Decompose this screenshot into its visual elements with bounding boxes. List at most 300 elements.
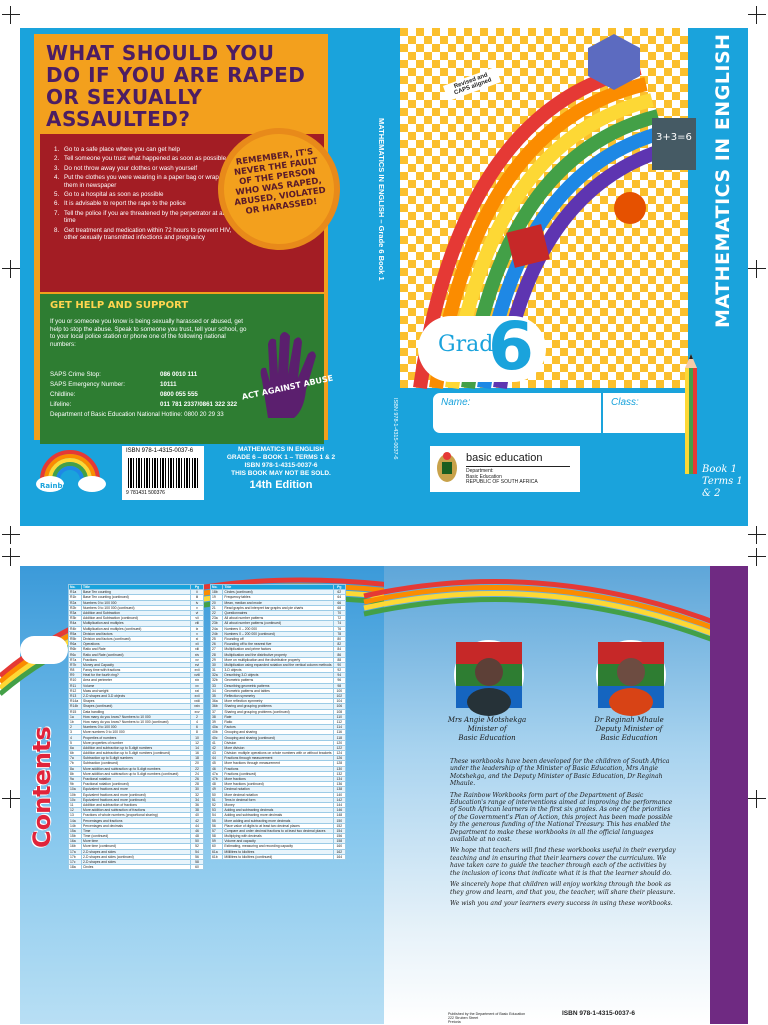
contents-cell: 32b <box>211 678 223 683</box>
contents-header-cell: Pg <box>191 585 204 590</box>
crop-mark <box>2 6 20 24</box>
contents-cell: Area and perimeter <box>82 678 191 683</box>
step-item: 4. Put the clothes you were wearing in a paper bag or wrap them in newspaper <box>54 174 219 189</box>
contents-header-cell: Pg <box>333 585 345 590</box>
contents-cell: xv <box>191 657 204 662</box>
contents-cell: 2 <box>69 725 82 730</box>
contents-cell: 32a <box>211 673 223 678</box>
department-logo <box>430 446 580 492</box>
contents-cell: 36b <box>211 704 223 709</box>
grade-label: Grade <box>438 332 507 357</box>
contents-cell: 144 <box>333 802 345 807</box>
help-support-box <box>40 294 334 444</box>
contents-table-left <box>68 584 204 870</box>
contents-cell: Numbers 0 to 100 000 (continued) <box>82 605 191 610</box>
contents-cell: R14a <box>69 699 82 704</box>
foreword-paragraph: We hope that teachers will find these workbooks useful in their everyday teaching and in ensuring that their learners cover the curriculum. We have taken care to guide the teacher through each of the activities by the inclusion of icons that indicate what it is that the learner should do. <box>450 847 676 877</box>
contents-cell: R1b <box>69 595 82 600</box>
contents-cell: All about number patterns <box>223 616 333 621</box>
contents-cell: xiii <box>191 647 204 652</box>
contents-cell: 4 <box>191 719 204 724</box>
contents-cell: Heat for the fourth ring? <box>82 673 191 678</box>
contents-cell: 17c <box>69 859 82 864</box>
contents-cell: 39 <box>211 719 223 724</box>
publisher-info: Published by the Department of Basic Education 222 Struben Street Pretoria <box>448 1012 526 1025</box>
contents-cell: 43 <box>211 751 223 756</box>
contents-cell: 18b <box>211 590 223 595</box>
contents-cell: 6a <box>69 745 82 750</box>
rainbow-arc <box>384 566 748 646</box>
inside-spread <box>20 566 748 1024</box>
contents-cell: 40a <box>211 725 223 730</box>
contents-cell: 112 <box>333 719 345 724</box>
contents-header-cell: Title <box>223 585 333 590</box>
contents-cell: 28 <box>191 782 204 787</box>
contents-cell: 12 <box>191 740 204 745</box>
contents-cell: Tens in decimal form <box>223 797 333 802</box>
contents-cell: 24 <box>191 771 204 776</box>
contents-cell: 54 <box>191 849 204 854</box>
contents-cell: 58 <box>191 859 204 864</box>
contents-cell: xii <box>191 642 204 647</box>
contents-cell: xvi <box>191 662 204 667</box>
contents-cell: R10 <box>69 678 82 683</box>
foreword-isbn: ISBN 978-1-4315-0037-6 <box>562 1010 635 1017</box>
contents-cell: 26 <box>191 776 204 781</box>
crop-mark <box>748 260 766 278</box>
contents-cell: Multiplication and multiples (continued) <box>82 626 191 631</box>
contents-cell: Operations <box>82 642 191 647</box>
contents-header-cell: No. <box>69 585 82 590</box>
cover-spread <box>20 28 748 526</box>
contents-cell: 132 <box>333 771 345 776</box>
spine-title: MATHEMATICS IN ENGLISH – Grade 6 Book 1 <box>377 118 386 281</box>
crop-mark <box>748 548 766 566</box>
contents-cell: How many do you know? Numbers to 10 000 (continued) <box>82 719 191 724</box>
contents-cell: 30 <box>211 662 223 667</box>
contents-cell: 8 <box>191 730 204 735</box>
contents-cell: 150 <box>333 818 345 823</box>
contents-cell: 2 <box>191 714 204 719</box>
contents-cell: xviii <box>191 673 204 678</box>
contents-cell: 55 <box>211 818 223 823</box>
contents-cell: More adding and subtracting more decimals <box>223 818 333 823</box>
contents-cell: xi <box>191 636 204 641</box>
contents-cell: R3b <box>69 616 82 621</box>
contents-cell: Questionnaires <box>223 610 333 615</box>
contents-cell: 17a <box>69 849 82 854</box>
rainbow-logo <box>36 446 106 496</box>
contents-cell: Fractions <box>82 657 191 662</box>
contents-cell: Ratio and Rate (continued) <box>82 652 191 657</box>
contents-header-cell: No. <box>211 585 223 590</box>
contents-cell: More division <box>223 745 333 750</box>
contents-cell: 56 <box>211 823 223 828</box>
contents-cell: R6a <box>69 642 82 647</box>
help-heading: GET HELP AND SUPPORT <box>50 300 189 311</box>
contents-cell: R11 <box>69 683 82 688</box>
contents-cell: 49 <box>211 787 223 792</box>
contents-cell: Multiplication and prime factors <box>223 647 333 652</box>
contents-cell: R5b <box>69 636 82 641</box>
step-item: 2. Tell someone you trust what happened as soon as possible <box>54 155 227 163</box>
contents-cell: Millilitres to kilolitres (continued) <box>223 854 333 859</box>
contents-cell: xxii <box>191 693 204 698</box>
contents-cell: 20 <box>191 761 204 766</box>
contents-cell: 2-D shapes and sides (continued) <box>82 854 191 859</box>
contents-cell: 86 <box>333 652 345 657</box>
contents-cell: Money and Capacity <box>82 662 191 667</box>
cover-title: MATHEMATICS IN ENGLISH <box>712 33 734 328</box>
contents-cell: 44 <box>211 756 223 761</box>
contents-cell: 23a <box>211 616 223 621</box>
contents-cell: 46 <box>211 766 223 771</box>
contents-cell: More reflection symmetry <box>223 699 333 704</box>
coat-of-arms-icon <box>434 450 460 484</box>
contents-cell: 102 <box>333 693 345 698</box>
purple-stripe <box>710 566 748 1024</box>
contents-cell: Addition and subtraction up to 5-digit numbers (continued) <box>82 751 191 756</box>
contents-cell: xxv <box>191 709 204 714</box>
contents-cell: Equivalent fractions and more (continued) <box>82 792 191 797</box>
contents-cell: R7b <box>69 662 82 667</box>
contents-cell: R12 <box>69 688 82 693</box>
contents-cell: 7b <box>69 761 82 766</box>
contents-cell: Addition and Subtraction (continued) <box>82 616 191 621</box>
contents-cell: 108 <box>333 709 345 714</box>
contents-cell: 120 <box>333 740 345 745</box>
contents-cell: 14a <box>69 818 82 823</box>
contents-cell: 52 <box>211 802 223 807</box>
dept-subtitle: Department: Basic Education REPUBLIC OF SOUTH AFRICA <box>466 468 538 486</box>
minister-caption: Mrs Angie Motshekga Minister of Basic Education <box>447 716 527 742</box>
contents-cell: 122 <box>333 745 345 750</box>
contents-cell: Mean, median and mode <box>223 600 333 605</box>
contents-cell: 57 <box>211 828 223 833</box>
contents-cell: 90 <box>333 662 345 667</box>
contents-cell: How many do you know? Numbers to 10 000 <box>82 714 191 719</box>
contents-cell: Grouping and sharing (continued) <box>223 735 333 740</box>
contents-cell: Division <box>223 740 333 745</box>
contents-cell: 27 <box>211 647 223 652</box>
contents-cell: 104 <box>333 699 345 704</box>
contents-cell: Percentages and fractions <box>82 818 191 823</box>
contents-cell: More addition and subtraction of fractions <box>82 808 191 813</box>
contents-page <box>20 566 384 1024</box>
remember-badge-text: REMEMBER, IT'S NEVER THE FAULT OF THE PERSON WHO WAS RAPED, ABUSED, VIOLATED OR HARASSED! <box>233 146 327 217</box>
contents-cell: 25 <box>211 636 223 641</box>
contents-cell: Subtraction (continued) <box>82 761 191 766</box>
contents-table-right <box>210 584 346 860</box>
contents-cell: 15b <box>69 834 82 839</box>
contents-cell: Subtraction up to 5-digit numbers <box>82 756 191 761</box>
contents-row <box>211 828 346 833</box>
contents-cell: 62 <box>333 590 345 595</box>
contents-cell: xvii <box>191 668 204 673</box>
deputy-minister-caption: Dr Reginah Mhaule Deputy Minister of Basic Education <box>594 716 664 742</box>
contents-cell: Describing geometric patterns <box>223 683 333 688</box>
contents-cell: 23b <box>211 621 223 626</box>
contents-cell: R14b <box>69 704 82 709</box>
contents-row <box>69 865 204 870</box>
contents-cell: xix <box>191 678 204 683</box>
contents-cell: 92 <box>333 668 345 673</box>
foreword-paragraph: The Rainbow Workbooks form part of the Department of Basic Education's range of interventions aimed at improving the performance of South African learners in the first six grades. As one of the priorities of the Government's Plan of Action, this project has been made possible by the generous funding of the National Treasury. This has enabled the Department to make these workbooks in all the official languages available at no cost. <box>450 791 673 844</box>
contents-cell: 106 <box>333 704 345 709</box>
contents-cell: 56 <box>191 854 204 859</box>
contents-cell: Multiplying with decimals <box>223 834 333 839</box>
contact-row: SAPS Crime Stop: 086 0010 111 <box>50 371 198 378</box>
contents-cell: 30 <box>191 787 204 792</box>
contents-cell: R3a <box>69 610 82 615</box>
contents-cell: vii <box>191 616 204 621</box>
contents-cell: xxiii <box>191 699 204 704</box>
contents-cell: 6 <box>191 725 204 730</box>
crop-mark <box>2 526 20 544</box>
barcode-bars <box>128 458 198 488</box>
contents-cell: v <box>191 605 204 610</box>
contents-cell: Rounding off <box>223 636 333 641</box>
contents-cell: Time (continued) <box>82 834 191 839</box>
barcode: ISBN 978-1-4315-0037-6 9 781431 500376 <box>122 446 204 500</box>
contents-cell: 53 <box>211 808 223 813</box>
name-class-box <box>432 392 698 434</box>
foreword-paragraph: We wish you and your learners every success in using these workbooks. <box>450 899 673 907</box>
contents-cell: 158 <box>333 839 345 844</box>
contents-cell: xiv <box>191 652 204 657</box>
spine <box>360 28 400 526</box>
contents-cell: xxiv <box>191 704 204 709</box>
step-item: 5. Go to a hospital as soon as possible <box>54 191 164 199</box>
contents-cell: R6c <box>69 652 82 657</box>
contents-cell: Sharing and grouping problems (continued) <box>223 709 333 714</box>
contents-cell: 78 <box>333 631 345 636</box>
contents-cell: Fractions through measurement <box>223 756 333 761</box>
contents-cell: 28 <box>211 652 223 657</box>
contents-cell: Addition and subtraction of fractions <box>82 802 191 807</box>
edition-label: 14th Edition <box>249 479 313 491</box>
contents-cell: 66 <box>333 600 345 605</box>
contents-cell: 50 <box>191 839 204 844</box>
dept-name: basic education <box>466 452 543 464</box>
hand-icon <box>241 330 334 420</box>
contents-cell: 98 <box>333 683 345 688</box>
contents-cell: 3-D objects <box>223 668 333 673</box>
foreword-paragraph: We sincerely hope that children will enjoy working through the book as they grow and learn, and that you, the teacher, will share their pleasure. <box>450 881 676 896</box>
contents-cell: 110 <box>333 714 345 719</box>
contents-cell: More addition and subtraction up to 5-digit numbers (continued) <box>82 771 191 776</box>
contents-cell: 14b <box>69 823 82 828</box>
contents-cell: ii <box>191 590 204 595</box>
contents-cell: iv <box>191 600 204 605</box>
step-item: 3. Do not throw away your clothes or wash yourself <box>54 164 198 172</box>
contents-cell: 8b <box>69 771 82 776</box>
contents-cell: More properties of number <box>82 740 191 745</box>
contents-cell: 24a <box>211 626 223 631</box>
contents-cell: Percentages and decimals <box>82 823 191 828</box>
contents-cell: 162 <box>333 849 345 854</box>
contents-cell: 9b <box>69 782 82 787</box>
contents-cell: Volume <box>82 683 191 688</box>
crop-mark <box>2 260 20 278</box>
revised-badge: Revised and CAPS aligned <box>443 67 501 101</box>
contents-cell: 14 <box>191 745 204 750</box>
contents-cell: Equivalent fractions and more (continued) <box>82 797 191 802</box>
contents-cell: Rounding off to the nearest five <box>223 642 333 647</box>
contents-cell: 68 <box>333 605 345 610</box>
foreword-paragraph: These workbooks have been developed for the children of South Africa under the leadership of the Minister of Basic Education, Mrs Angie Motshekga, and the Deputy Minister of Basic Education, Dr Reginah Mhaule. <box>450 758 670 788</box>
contents-cell: 7a <box>69 756 82 761</box>
step-item: 8. Get treatment and medication within 72 hours to prevent HIV, other sexually transmitted infections and pregnancy <box>54 226 232 242</box>
contents-cell: 60 <box>211 844 223 849</box>
contents-cell: 100 <box>333 688 345 693</box>
contents-cell: 40b <box>211 730 223 735</box>
abuse-info-panel <box>34 34 334 440</box>
contents-cell: 128 <box>333 761 345 766</box>
contents-cell: Numbers 0 – 200 000 <box>223 626 333 631</box>
contents-cell: 138 <box>333 787 345 792</box>
contents-cell: 51 <box>211 797 223 802</box>
contents-cell: All about number patterns (continued) <box>223 621 333 626</box>
contents-cell: More addition and subtraction up to 5-digit numbers <box>82 766 191 771</box>
contents-cell: 36 <box>191 802 204 807</box>
contents-cell: viii <box>191 621 204 626</box>
contents-cell: Multiplication and multiples <box>82 621 191 626</box>
contents-cell: Base Ten counting <box>82 590 191 595</box>
contents-cell: 2-D shapes and sides <box>82 859 191 864</box>
contents-cell: 16 <box>191 751 204 756</box>
contents-cell: Ratio <box>223 719 333 724</box>
front-cover <box>400 28 748 526</box>
contents-cell: Fractions of whole numbers (proportional sharing) <box>82 813 191 818</box>
contents-cell: 2-D shapes and 3-D objects <box>82 693 191 698</box>
contents-cell: 44 <box>191 823 204 828</box>
grade-number: 6 <box>488 308 534 385</box>
contents-cell: 118 <box>333 735 345 740</box>
step-item: 1. Go to a safe place where you can get help <box>54 146 180 153</box>
contents-cell: 61a <box>211 849 223 854</box>
contents-cell: Numbers 0 to 100 000 <box>82 600 191 605</box>
contents-cell: 37 <box>211 709 223 714</box>
contents-cell: 22 <box>191 766 204 771</box>
contents-cell: 4 <box>69 735 82 740</box>
contents-cell: 1b <box>69 719 82 724</box>
contents-cell: 34 <box>211 688 223 693</box>
crop-mark <box>2 548 20 566</box>
contents-cell: Numbers 0 to 100 000 <box>82 725 191 730</box>
contents-cell: Base Ten counting (continued) <box>82 595 191 600</box>
contents-cell: Division and factors (continued) <box>82 636 191 641</box>
contents-cell: 146 <box>333 808 345 813</box>
contents-cell: 40 <box>191 813 204 818</box>
contents-cell: 47b <box>211 776 223 781</box>
contents-cell: Decimal notation <box>223 787 333 792</box>
contents-cell: 22 <box>211 610 223 615</box>
contents-cell: Fancy time with fractions <box>82 668 191 673</box>
step-item: 7. Tell the police if you are threatened by the perpetrator at any time <box>54 209 230 225</box>
contents-cell: 47a <box>211 771 223 776</box>
contents-cell: 15a <box>69 828 82 833</box>
svg-text:3+3=6: 3+3=6 <box>656 132 692 143</box>
contents-cell: More fractions through measurement <box>223 761 333 766</box>
contents-cell: 84 <box>333 647 345 652</box>
contents-cell: 70 <box>333 610 345 615</box>
contents-cell: R2b <box>69 605 82 610</box>
contents-cell: 116 <box>333 730 345 735</box>
contents-cell: R7a <box>69 657 82 662</box>
contents-cell: 10c <box>69 797 82 802</box>
contents-cell: R4a <box>69 621 82 626</box>
contents-cell: 18 <box>191 756 204 761</box>
contents-cell: iii <box>191 595 204 600</box>
contents-cell: 80 <box>333 636 345 641</box>
contents-cell: 156 <box>333 834 345 839</box>
contents-cell: Sharing and grouping problems <box>223 704 333 709</box>
contents-cell: 45 <box>211 761 223 766</box>
foreword-page <box>384 566 748 1024</box>
contents-cell: Estimating, measuring and recording capacity <box>223 844 333 849</box>
contents-cell: vi <box>191 610 204 615</box>
contents-cell: 88 <box>333 657 345 662</box>
contents-cell: 24b <box>211 631 223 636</box>
contents-cell: 60 <box>191 865 204 870</box>
contents-header-cell: Title <box>82 585 191 590</box>
contents-cell: 76 <box>333 626 345 631</box>
contents-cell: R15 <box>69 709 82 714</box>
contents-cell: Equivalent fractions and more <box>82 787 191 792</box>
contents-cell: Division: multiple operations on whole numbers with or without brackets <box>224 751 332 756</box>
edition-block: MATHEMATICS IN ENGLISH GRADE 6 – BOOK 1 – TERMS 1 & 2 ISBN 978-1-4315-0037-6 THIS BOOK MAY NOT BE SOLD. 14th Edition <box>216 446 346 492</box>
contents-cell: xxi <box>191 688 204 693</box>
contents-cell: 16b <box>69 844 82 849</box>
help-text: If you or someone you know is being sexually harassed or abused, get help to stop the abuse. Speak to someone you trust, tell your school, go to your local police station or phone one of the following national numbers: <box>50 318 247 348</box>
name-field-label: Name: <box>441 397 471 408</box>
contents-cell: 26 <box>211 642 223 647</box>
contents-cell: 32 <box>191 792 204 797</box>
contents-cell: Volume and capacity <box>223 839 333 844</box>
contents-cell: R2a <box>69 600 82 605</box>
contents-cell: 6b <box>69 751 82 756</box>
contents-cell: Factors <box>223 725 333 730</box>
contents-cell: Circles <box>82 865 191 870</box>
contents-cell: R9 <box>69 673 82 678</box>
contents-cell: Fractions <box>223 766 333 771</box>
contents-cell: 16a <box>69 839 82 844</box>
contents-cell: Geometric patterns and tables <box>223 688 333 693</box>
contents-cell: Properties of numbers <box>82 735 191 740</box>
contents-cell: Multiplication and the distributive property <box>223 652 333 657</box>
contents-cell: Fractions (continued) <box>223 771 333 776</box>
contents-cell: R5a <box>69 631 82 636</box>
crop-mark <box>748 526 766 544</box>
contents-cell: 41 <box>211 740 223 745</box>
contents-cell: R13 <box>69 693 82 698</box>
contents-cell: x <box>191 631 204 636</box>
contents-cell: More decimal notation <box>223 792 333 797</box>
back-cover-title: WHAT SHOULD YOU DO IF YOU ARE RAPED OR SEXUALLY ASSAULTED? <box>46 41 306 131</box>
contents-cell: 5 <box>69 740 82 745</box>
contents-cell: 64 <box>333 595 345 600</box>
contents-cell: 160 <box>333 844 345 849</box>
contents-cell: Place value of digits to at least two decimal places <box>223 823 333 828</box>
contents-cell: 42 <box>191 818 204 823</box>
contents-cell: 140 <box>333 792 345 797</box>
contents-cell: 20 <box>211 600 223 605</box>
contents-cell: xx <box>191 683 204 688</box>
contents-cell: 35 <box>211 693 223 698</box>
contents-cell: Geometric patterns <box>223 678 333 683</box>
contents-cell: Division and factors <box>82 631 191 636</box>
